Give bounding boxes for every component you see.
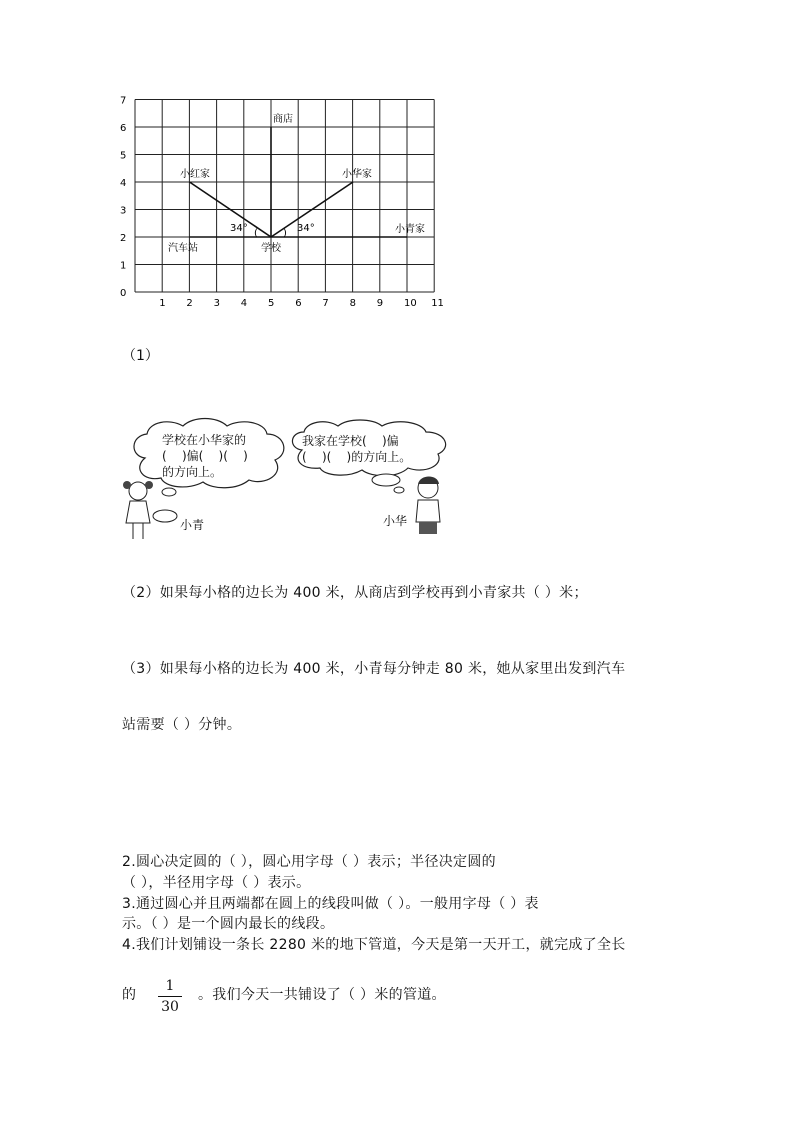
item2-line1: 2.圆心决定圆的（ ），圆心用字母（ ）表示；半径决定圆的: [122, 854, 496, 870]
fraction-denominator: 30: [161, 999, 179, 1015]
fraction-one-thirtieth: [158, 978, 182, 1015]
q1-number: （1）: [122, 348, 159, 364]
x-tick-label: 6: [295, 298, 302, 309]
item4-line1: 4.我们计划铺设一条长 2280 米的地下管道，今天是第一天开工，就完成了全长: [122, 937, 626, 953]
item3-line2: 示。（ ）是一个圆内最长的线段。: [122, 916, 335, 932]
label-school: 学校: [261, 243, 281, 254]
q3-line2: 站需要（ ）分钟。: [122, 717, 242, 733]
item2-line2: （ ），半径用字母（ ）表示。: [122, 875, 311, 891]
q3-line1: （3）如果每小格的边长为 400 米，小青每分钟走 80 米，她从家里出发到汽车: [122, 661, 626, 677]
x-tick-label: 5: [268, 298, 275, 309]
direction-grid: [110, 90, 444, 310]
item4-line2-suffix: 。我们今天一共铺设了（ ）米的管道。: [198, 987, 446, 1003]
y-tick-label: 0: [120, 288, 127, 299]
label-xiaoqing-home: 小青家: [395, 224, 425, 235]
x-tick-label: 3: [213, 298, 220, 309]
small-cloud-left: [150, 508, 180, 524]
bubble-left-text: 学校在小华家的 ( )偏( )( ) 的方向上。: [162, 433, 248, 479]
x-tick-label: 9: [376, 298, 384, 309]
label-shop: 商店: [273, 114, 293, 125]
x-tick-label: 1: [159, 298, 166, 309]
y-tick-label: 7: [120, 95, 127, 107]
label-xiaohua-home: 小华家: [342, 169, 372, 180]
small-cloud-right: [366, 472, 406, 494]
girl-name-label: 小青: [180, 518, 205, 532]
x-tick-label: 4: [240, 298, 248, 309]
y-tick-label: 3: [120, 205, 127, 217]
label-paren-left: (: [254, 228, 258, 239]
y-tick-label: 5: [120, 150, 127, 162]
q2-text: （2）如果每小格的边长为 400 米，从商店到学校再到小青家共（ ）米；: [122, 585, 588, 601]
fraction-numerator: 1: [165, 978, 175, 994]
y-tick-label: 6: [120, 123, 127, 134]
y-tick-label: 2: [120, 233, 127, 244]
y-tick-label: 1: [120, 260, 127, 272]
boy-figure: [408, 472, 448, 542]
x-tick-label: 10: [404, 298, 417, 309]
label-angle-right: 34°: [297, 223, 315, 234]
item3-line1: 3.通过圆心并且两端都在圆上的线段叫做（ ）。一般用字母（ ）表: [122, 896, 539, 912]
x-tick-label: 8: [349, 298, 356, 309]
x-tick-label: 11: [431, 298, 444, 309]
label-angle-left: 34°: [230, 223, 248, 234]
x-tick-label: 2: [186, 298, 193, 309]
item4-line2-prefix: 的: [122, 987, 137, 1003]
x-tick-label: 7: [322, 298, 329, 309]
y-tick-label: 4: [120, 178, 127, 189]
bubble-right-text: 我家在学校( )偏 ( )( )的方向上。: [302, 434, 412, 464]
label-xiaohong-home: 小红家: [180, 169, 210, 180]
label-paren-right: ): [283, 228, 287, 239]
boy-name-label: 小华: [383, 514, 408, 528]
label-bus-station: 汽车站: [168, 243, 198, 254]
